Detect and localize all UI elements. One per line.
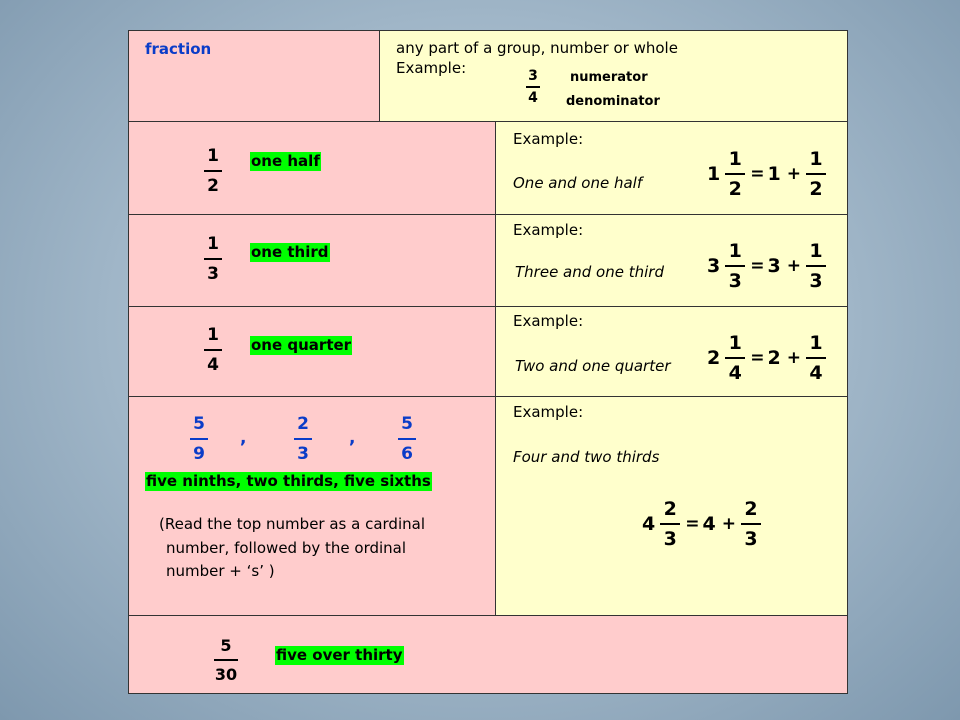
- note-line-2: number, followed by the ordinal: [166, 539, 407, 557]
- fraction-five-sixths: [398, 414, 416, 464]
- fraction-one-half: [204, 146, 222, 196]
- fraction-numerator: 5: [220, 636, 232, 655]
- fraction-bar: [214, 659, 238, 661]
- plus-sign: +: [721, 514, 736, 534]
- name-one-third: one third: [251, 243, 329, 261]
- example-text-quarter: Two and one quarter: [515, 357, 671, 375]
- fraction-denominator: 30: [214, 665, 238, 684]
- fraction-bar: [741, 523, 761, 525]
- mixed-fraction: [725, 332, 745, 384]
- plus-sign: +: [786, 164, 801, 184]
- definition-text: any part of a group, number or whole: [396, 39, 678, 57]
- fraction-bar: [725, 357, 745, 359]
- definition-example-label: Example:: [396, 59, 467, 77]
- fraction-denominator: 2: [207, 176, 219, 196]
- fraction-bar: [526, 86, 540, 88]
- mixed-fraction: [741, 498, 761, 550]
- fraction-denominator: 2: [809, 178, 823, 200]
- mixed-fraction: [806, 240, 826, 292]
- fraction-bar: [204, 349, 222, 351]
- whole-number: 4: [702, 513, 716, 535]
- fraction-bar: [725, 173, 745, 175]
- mixed-fraction: [806, 332, 826, 384]
- comma-separator: ,: [240, 428, 247, 448]
- fraction-bar: [190, 438, 208, 440]
- fraction-bar: [660, 523, 680, 525]
- fraction-numerator: 1: [207, 234, 219, 254]
- whole-number: 3: [767, 255, 781, 277]
- whole-number: 3: [707, 255, 721, 277]
- fraction-numerator: 1: [809, 332, 823, 354]
- fraction-numerator: 2: [297, 414, 309, 434]
- comma-separator: ,: [349, 428, 356, 448]
- equals-sign: =: [685, 514, 700, 534]
- mixed-fraction: [725, 240, 745, 292]
- equals-sign: =: [750, 348, 765, 368]
- fraction-denominator: 3: [809, 270, 823, 292]
- example-label-third: Example:: [513, 221, 584, 239]
- fraction-numerator: 1: [809, 240, 823, 262]
- plus-sign: +: [786, 348, 801, 368]
- fraction-numerator: 5: [193, 414, 205, 434]
- mixed-number-equation-quarter: [707, 332, 828, 384]
- whole-number: 1: [767, 163, 781, 185]
- fraction-two-thirds: [294, 414, 312, 464]
- fraction-denominator: 3: [744, 528, 758, 550]
- fraction-bar: [806, 265, 826, 267]
- whole-number: 2: [707, 347, 721, 369]
- name-one-half: one half: [251, 152, 320, 170]
- plus-sign: +: [786, 256, 801, 276]
- name-one-quarter: one quarter: [251, 336, 352, 354]
- fraction-numerator: 1: [728, 148, 742, 170]
- term-fraction: fraction: [145, 40, 212, 58]
- example-label-quarter: Example:: [513, 312, 584, 330]
- mixed-number-equation-third: [707, 240, 828, 292]
- mixed-fraction: [660, 498, 680, 550]
- fraction-five-thirtieths: [214, 636, 238, 684]
- fraction-denominator: 4: [207, 355, 219, 375]
- fraction-denominator: 2: [728, 178, 742, 200]
- fraction-numerator: 5: [401, 414, 413, 434]
- fraction-bar: [725, 265, 745, 267]
- example-label-half: Example:: [513, 130, 584, 148]
- equals-sign: =: [750, 256, 765, 276]
- fraction-one-quarter: [204, 325, 222, 375]
- example-text-half: One and one half: [513, 174, 643, 192]
- fraction-denominator: 3: [728, 270, 742, 292]
- whole-number: 4: [642, 513, 656, 535]
- name-five-over-thirty: five over thirty: [276, 646, 403, 664]
- fraction-bar: [204, 170, 222, 172]
- mixed-fraction: [725, 148, 745, 200]
- note-line-3: number + ‘s’ ): [166, 562, 275, 580]
- names-multi: five ninths, two thirds, five sixths: [146, 472, 431, 490]
- denominator-label: denominator: [566, 94, 660, 109]
- fraction-bar: [806, 173, 826, 175]
- note-line-1: (Read the top number as a cardinal: [159, 515, 425, 533]
- example-text-multi: Four and two thirds: [513, 448, 660, 466]
- example-text-third: Three and one third: [515, 263, 664, 281]
- fraction-denominator: 3: [297, 444, 309, 464]
- fraction-denominator: 4: [809, 362, 823, 384]
- fraction-bar: [398, 438, 416, 440]
- fraction-numerator: 1: [728, 240, 742, 262]
- fraction-denominator: 6: [401, 444, 413, 464]
- fraction-bar: [806, 357, 826, 359]
- row-multi-left: [128, 396, 496, 616]
- fraction-numerator: 2: [744, 498, 758, 520]
- fraction-bar: [294, 438, 312, 440]
- numerator-label: numerator: [570, 70, 648, 85]
- fraction-numerator: 3: [528, 68, 538, 84]
- fraction-denominator: 4: [728, 362, 742, 384]
- fraction-numerator: 1: [207, 325, 219, 345]
- fraction-one-third: [204, 234, 222, 284]
- fraction-numerator: 1: [207, 146, 219, 166]
- fraction-bar: [204, 258, 222, 260]
- example-label-multi: Example:: [513, 403, 584, 421]
- fraction-numerator: 1: [809, 148, 823, 170]
- mixed-fraction: [806, 148, 826, 200]
- whole-number: 1: [707, 163, 721, 185]
- equals-sign: =: [750, 164, 765, 184]
- definition-example-fraction: [526, 68, 540, 106]
- fraction-numerator: 1: [728, 332, 742, 354]
- fraction-numerator: 2: [663, 498, 677, 520]
- mixed-number-equation-multi: [642, 498, 763, 550]
- fraction-denominator: 3: [207, 264, 219, 284]
- mixed-number-equation-half: [707, 148, 828, 200]
- fraction-denominator: 4: [528, 90, 538, 106]
- whole-number: 2: [767, 347, 781, 369]
- fraction-denominator: 9: [193, 444, 205, 464]
- fraction-denominator: 3: [663, 528, 677, 550]
- fraction-five-ninths: [190, 414, 208, 464]
